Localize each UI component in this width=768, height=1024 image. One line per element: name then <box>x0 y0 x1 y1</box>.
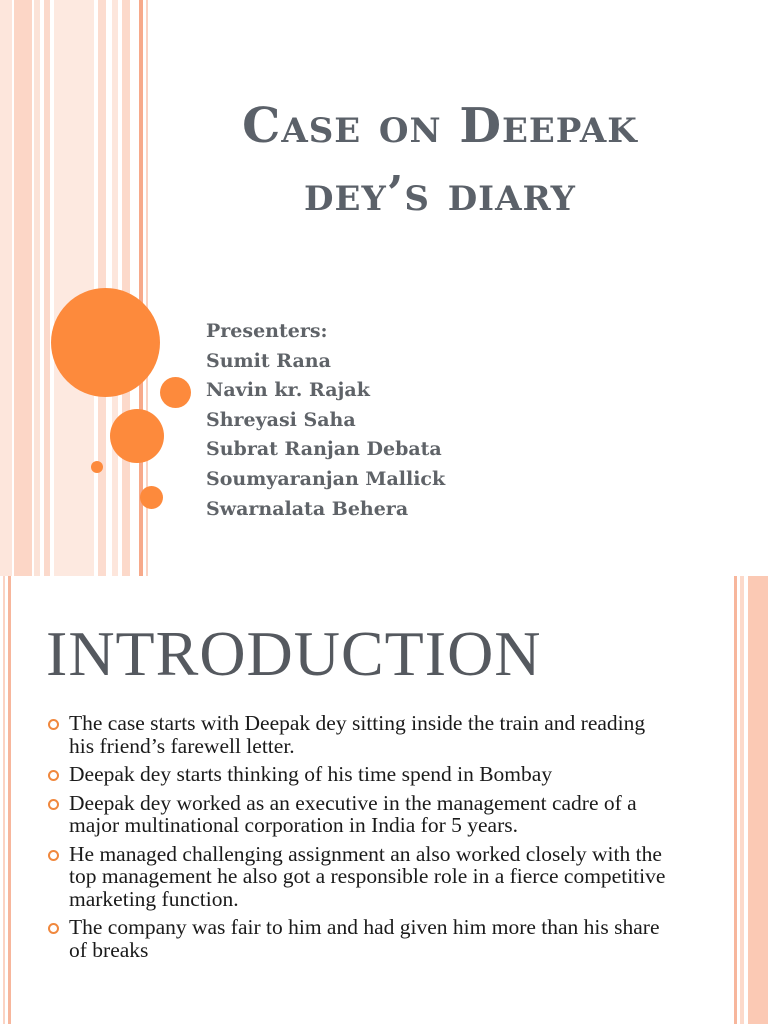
decorative-stripes-left <box>0 576 14 1024</box>
list-item <box>46 712 666 757</box>
circle-bullet-icon <box>48 850 59 861</box>
presenter-name: Swarnalata Behera <box>206 497 409 520</box>
slide-title <box>170 92 710 228</box>
circle-bullet-icon <box>48 799 59 810</box>
presenter-name: Sumit Rana <box>206 349 331 372</box>
list-item-text: The company was fair to him and had given him more than his share of breaks <box>69 915 660 962</box>
slide-heading: INTRODUCTION <box>46 618 542 689</box>
presenter-name: Shreyasi Saha <box>206 408 356 431</box>
circle-bullet-icon <box>48 770 59 781</box>
decorative-circle-small <box>160 377 191 408</box>
presenters-list <box>206 317 445 524</box>
list-item <box>46 843 666 911</box>
list-item-text: The case starts with Deepak dey sitting inside the train and reading his friend’s farewell letter. <box>69 711 646 758</box>
decorative-circle-large <box>51 288 160 397</box>
slide-title-line-1: Case on Deepak <box>242 98 638 154</box>
circle-bullet-icon <box>48 719 59 730</box>
slide-title-line-2: dey’s diary <box>304 166 576 222</box>
list-item <box>46 792 666 837</box>
decorative-stripes-right <box>728 576 768 1024</box>
list-item-text: Deepak dey worked as an executive in the management cadre of a major multinational corporation in India for 5 years. <box>69 790 637 837</box>
list-item <box>46 916 666 961</box>
circle-bullet-icon <box>48 923 59 934</box>
decorative-circle-medium <box>110 409 164 463</box>
decorative-stripes <box>0 0 150 576</box>
decorative-circle-small-2 <box>140 486 163 509</box>
list-item-text: Deepak dey starts thinking of his time spend in Bombay <box>69 762 553 786</box>
presenters-label: Presenters: <box>206 320 328 342</box>
list-item-text: He managed challenging assignment an also worked closely with the top management he also got a responsible role in a fierce competitive marketing function. <box>69 841 666 911</box>
list-item <box>46 763 666 786</box>
presenter-name: Subrat Ranjan Debata <box>206 438 442 461</box>
presenter-name: Navin kr. Rajak <box>206 379 370 402</box>
presenter-name: Soumyaranjan Mallick <box>206 467 446 490</box>
introduction-slide <box>0 576 768 1024</box>
bullet-list <box>46 712 666 967</box>
decorative-circle-tiny <box>91 461 103 473</box>
